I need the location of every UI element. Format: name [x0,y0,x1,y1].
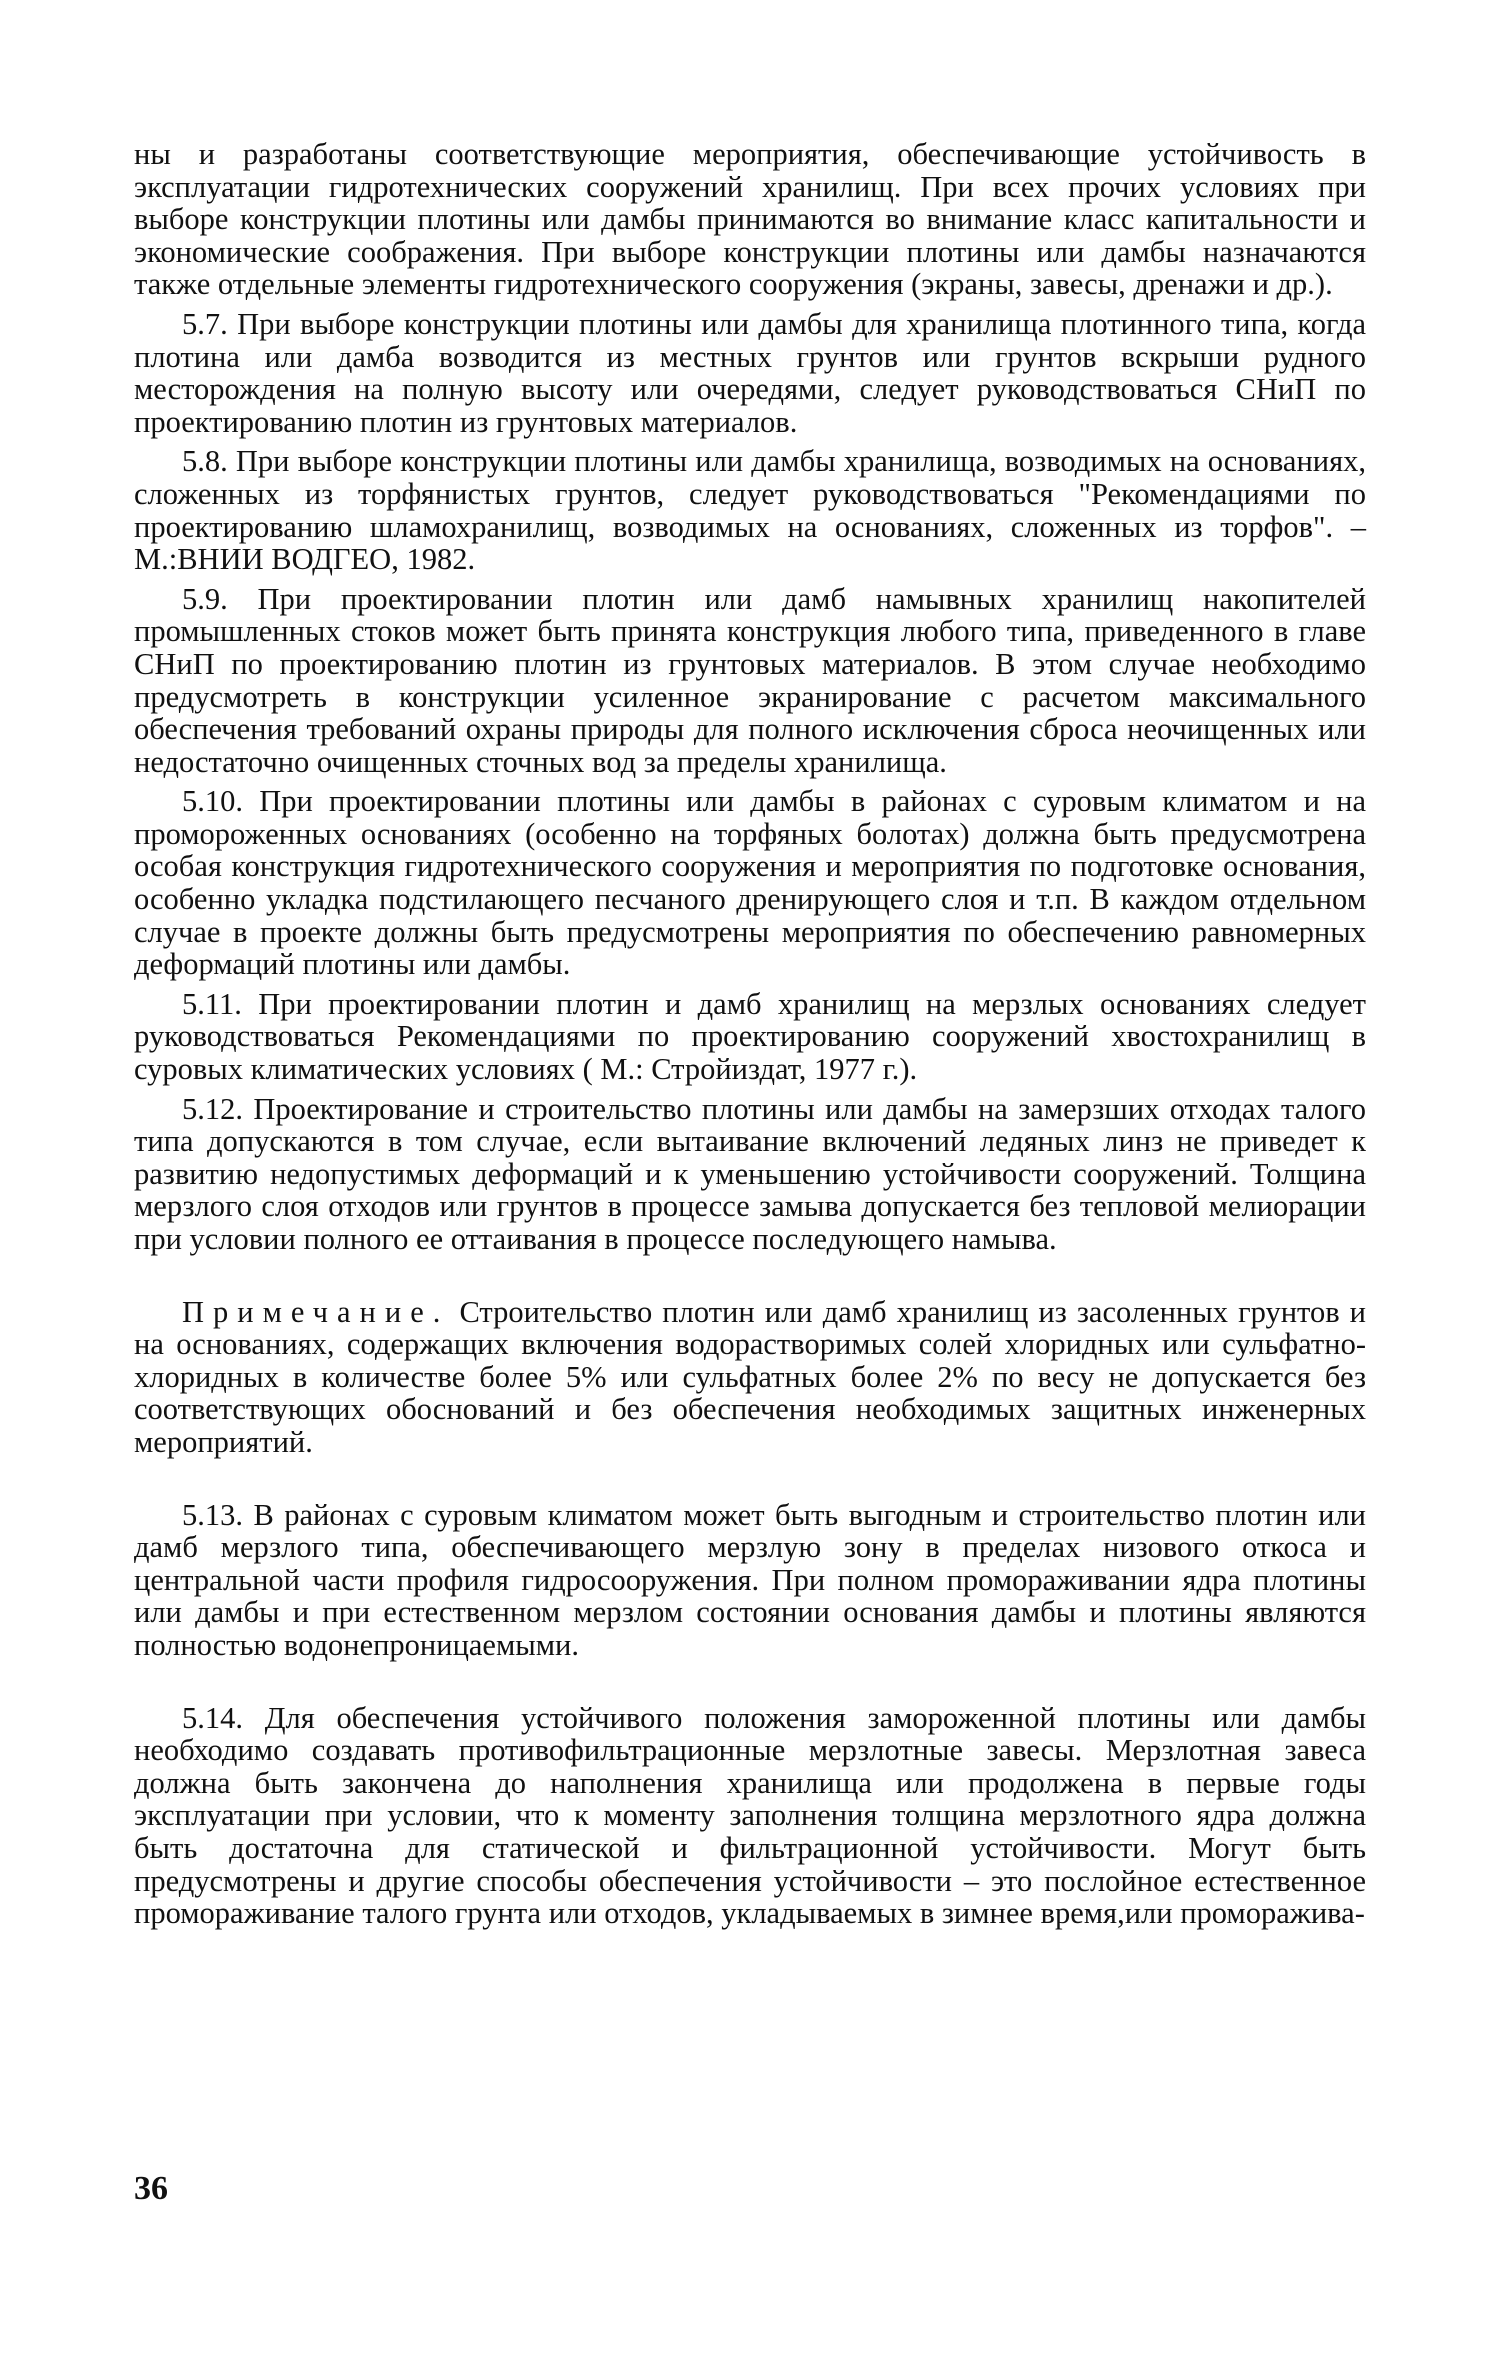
note-text: Строительство плотин или дамб хранилищ из засоленных грунтов и на основаниях, содержащих включения водорастворимых солей хлоридных или сульфатно-хлоридных в количестве более 5% или сульфатных более 2% по весу не допускается без соответствующих обоснований и без обеспечения необходимых защитных инженерных мероприятий. [134,1294,1366,1459]
paragraph-5-11: 5.11. При проектировании плотин и дамб хранилищ на мерзлых основаниях следует руководствоваться Рекомендациями по проектированию сооружений хвостохранилищ в суровых климатических условиях ( М.: Стройиздат, 1977 г.). [134,986,1366,1087]
paragraph-5-12: 5.12. Проектирование и строительство плотины или дамбы на замерзших отходах талого типа допускаются в том случае, если вытаивание включений ледяных линз не приведет к развитию недопустимых деформаций и к уменьшению устойчивости сооружений. Толщина мерзлого слоя отходов или грунтов в процессе замыва допускается без тепловой мелиорации при условии полного ее оттаивания в процессе последующего намыва. [134,1091,1366,1256]
paragraph-5-14: 5.14. Для обеспечения устойчивого положения замороженной плотины или дамбы необходимо создавать противофильтрационные мерзлотные завесы. Мерзлотная завеса должна быть закончена до наполнения хранилища или продолжена в первые годы эксплуатации при условии, что к моменту заполнения толщина мерзлотного ядра должна быть достаточна для статической и фильтрационной устойчивости. Могут быть предусмотрены и другие способы обеспечения устойчивости – это послойное естественное промораживание талого грунта или отходов, укладываемых в зимнее время,или проморажива- [134,1700,1366,1931]
paragraph-5-7: 5.7. При выборе конструкции плотины или дамбы для хранилища плотинного типа, когда плотина или дамба возводится из местных грунтов или грунтов вскрыши рудного месторождения на полную высоту или очередями, следует руководствоваться СНиП по проектированию плотин из грунтовых материалов. [134,306,1366,439]
note-label: Примечание. [182,1294,450,1329]
paragraph-5-13: 5.13. В районах с суровым климатом может быть выгодным и строительство плотин или дамб мерзлого типа, обеспечивающего мерзлую зону в пределах низового откоса и центральной части профиля гидросооружения. При полном промораживании ядра плотины или дамбы и при естественном мерзлом состоянии основания дамбы и плотины являются полностью водонепроницаемыми. [134,1497,1366,1662]
paragraph-5-9: 5.9. При проектировании плотин или дамб намывных хранилищ накопителей промышленных стоков может быть принята конструкция любого типа, приведенного в главе СНиП по проектированию плотин из грунтовых материалов. В этом случае необходимо предусмотреть в конструкции усиленное экранирование с расчетом максимального обеспечения требований охраны природы для полного исключения сброса неочищенных или недостаточно очищенных сточных вод за пределы хранилища. [134,581,1366,779]
page-number: 36 [134,2170,168,2207]
paragraph-continuation: ны и разработаны соответствующие мероприятия, обеспечивающие устойчивость в эксплуатации гидротехнических сооружений хранилищ. При всех прочих условиях при выборе конструкции плотины или дамбы принимаются во внимание класс капитальности и экономические соображения. При выборе конструкции плотины или дамбы назначаются также отдельные элементы гидротехнического сооружения (экраны, завесы, дренажи и др.). [134,137,1366,302]
document-page [134,138,1366,1930]
paragraph-5-8: 5.8. При выборе конструкции плотины или дамбы хранилища, возводимых на основаниях, сложенных из торфянистых грунтов, следует руководствоваться "Рекомендациями по проектированию шламохранилищ, возводимых на основаниях, сложенных из торфов". – М.:ВНИИ ВОДГЕО, 1982. [134,444,1366,577]
paragraph-5-10: 5.10. При проектировании плотины или дамбы в районах с суровым климатом и на промороженных основаниях (особенно на торфяных болотах) должна быть предусмотрена особая конструкция гидротехнического сооружения и мероприятия по подготовке основания, особенно укладка подстилающего песчаного дренирующего слоя и т.п. В каждом отдельном случае в проекте должны быть предусмотрены мероприятия по обеспечению равномерных деформаций плотины или дамбы. [134,784,1366,982]
note-paragraph [134,1296,1366,1459]
